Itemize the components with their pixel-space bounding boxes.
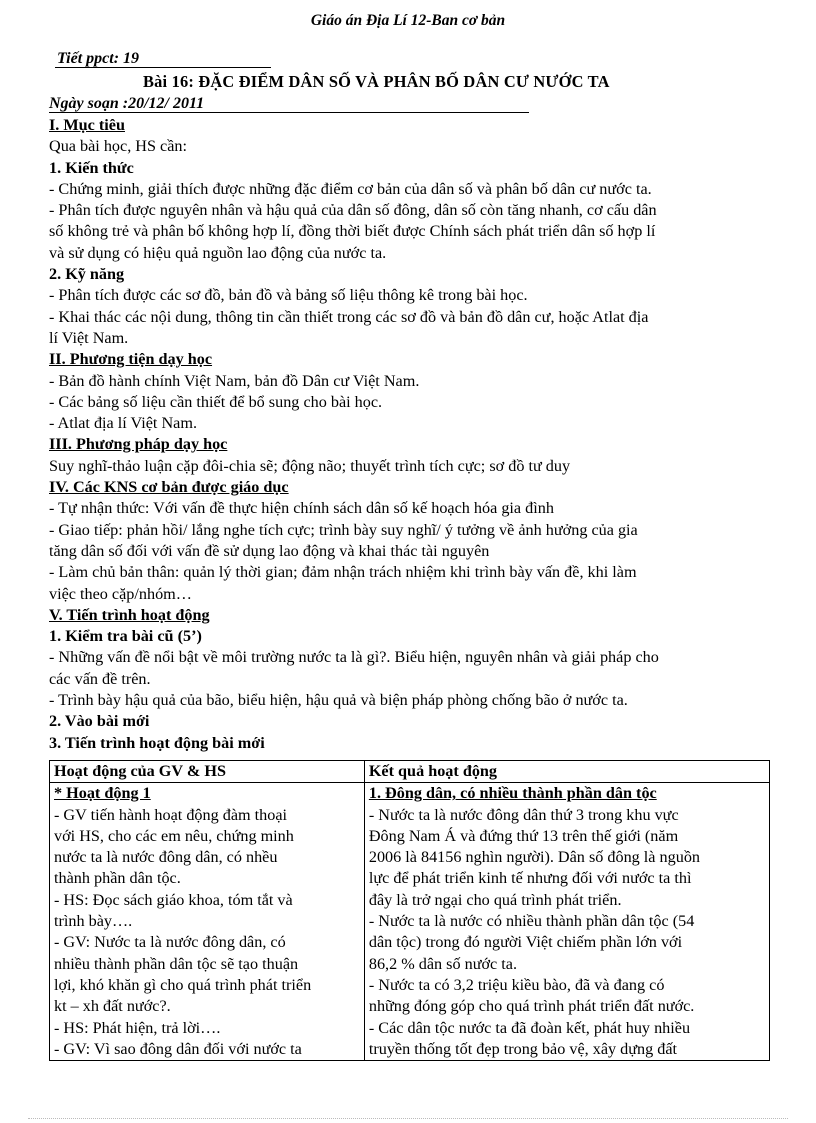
new-lesson-heading: 2. Vào bài mới [49,712,150,731]
review-line: - Trình bày hậu quả của bão, biểu hiện, hậu quả và biện pháp phòng chống bão ở nước ta. [49,691,628,710]
activity-line: - GV tiến hành hoạt động đàm thoại [54,805,288,824]
life-skills-line: - Giao tiếp: phản hồi/ lắng nghe tích cực; trình bày suy nghĩ/ ý tưởng về ảnh hưởng của gia [49,520,638,539]
activity-line: nước ta là nước đông dân, có nhều [54,848,278,867]
section-materials-heading: II. Phương tiện dạy học [49,350,213,369]
prep-date-underline [49,112,529,113]
result-line: - Nước ta có 3,2 triệu kiều bào, đã và đang có [368,975,665,994]
result-line: truyền thống tốt đẹp trong bảo vệ, xây dựng đất [368,1039,678,1058]
skills-line: - Phân tích được các sơ đồ, bản đồ và bảng số liệu thông kê trong bài học. [49,286,528,305]
activity-line: lợi, khó khăn gì cho quá trình phát triển [54,975,312,994]
result-line: những đóng góp cho quá trình phát triển đất nước. [368,997,695,1016]
result-line: đây là trở ngại cho quá trình phát triển. [368,890,622,909]
life-skills-line: việc theo cặp/nhóm… [49,584,192,603]
result-line: dân tộc) trong đó người Việt chiếm phần lớn với [368,933,683,952]
table-header-cell: Kết quả hoạt động [364,761,769,783]
section-objectives-heading: I. Mục tiêu [49,116,125,134]
review-heading: 1. Kiểm tra bài cũ (5’) [49,627,202,646]
activity-line: kt – xh đất nước?. [54,997,171,1016]
section-process-heading: V. Tiến trình hoạt động [49,605,210,624]
life-skills-line: tăng dân số đối với vấn đề sử dụng lao động và khai thác tài nguyên [49,541,490,560]
methods-line: Suy nghĩ-thảo luận cặp đôi-chia sẽ; động não; thuyết trình tích cực; sơ đồ tư duy [49,456,571,475]
result-line: - Nước ta là nước đông dân thứ 3 trong khu vực [368,805,679,824]
page-bottom-rule [28,1118,788,1119]
result-line: lực để phát triển kinh tế nhưng đối với nước ta thì [368,869,692,888]
activity-line: - HS: Phát hiện, trả lời…. [54,1018,221,1037]
knowledge-line: số không trẻ và phân bố không hợp lí, đồng thời biết được Chính sách phát triển dân số hợp lí [49,222,656,241]
knowledge-line: và sử dụng có hiệu quả nguồn lao động của nước ta. [49,243,387,262]
result-title: 1. Đông dân, có nhiều thành phần dân tộc [368,784,657,803]
document-body [49,115,773,754]
materials-line: - Atlat địa lí Việt Nam. [49,414,197,433]
activity-title: * Hoạt động 1 [54,784,151,803]
knowledge-heading: 1. Kiến thức [49,158,134,177]
teacher-student-cell [50,783,365,1061]
prep-date: Ngày soạn :20/12/ 2011 [49,95,205,112]
life-skills-line: - Làm chủ bản thân: quản lý thời gian; đảm nhận trách nhiệm khi trình bày vấn đề, khi làm [49,563,637,582]
activity-process-heading: 3. Tiến trình hoạt động bài mới [49,733,265,752]
page-header: Giáo án Địa Lí 12-Ban cơ bản [310,12,506,29]
knowledge-line: - Chứng minh, giải thích được những đặc điểm cơ bản của dân số và phân bố dân cư nước ta. [49,179,652,198]
life-skills-line: - Tự nhận thức: Với vấn đề thực hiện chính sách dân số kế hoạch hóa gia đình [49,499,554,518]
activity-line: - GV: Vì sao đông dân đối với nước ta [54,1039,302,1058]
result-line: 86,2 % dân số nước ta. [368,954,517,973]
skills-line: - Khai thác các nội dung, thông tin cần thiết trong các sơ đồ và bản đồ dân cư, hoặc Atlat địa [49,307,649,326]
table-header-cell: Hoạt động của GV & HS [50,761,365,783]
activity-line: nhiều thành phần dân tộc sẽ tạo thuận [54,954,299,973]
activity-line: trình bày…. [54,912,133,931]
activity-table [49,760,770,1061]
result-cell [364,783,769,1061]
activity-line: thành phần dân tộc. [54,869,181,888]
lesson-title: Bài 16: ĐẶC ĐIỂM DÂN SỐ VÀ PHÂN BỐ DÂN CƯ NƯỚC TA [143,72,610,91]
section-skills-heading: IV. Các KNS cơ bản được giáo dục [49,478,289,497]
result-line: 2006 là 84156 nghìn người). Dân số đông là nguồn [368,848,701,867]
result-line: - Các dân tộc nước ta đã đoàn kết, phát huy nhiều [368,1018,691,1037]
skills-line: lí Việt Nam. [49,328,129,347]
result-line: Đông Nam Á và đứng thứ 13 trên thế giới (năm [368,826,679,845]
section-methods-heading: III. Phương pháp dạy học [49,435,228,454]
table-header-row [50,761,770,783]
knowledge-line: - Phân tích được nguyên nhân và hậu quả của dân số đông, dân số còn tăng nhanh, cơ cấu dân [49,201,657,220]
skills-heading: 2. Kỹ năng [49,265,125,284]
result-line: - Nước ta là nước có nhiều thành phần dân tộc (54 [368,912,695,931]
objectives-intro: Qua bài học, HS cần: [49,137,188,156]
activity-line: - HS: Đọc sách giáo khoa, tóm tắt và [54,890,293,909]
period-label: Tiết ppct: 19 [57,50,140,67]
materials-line: - Bản đồ hành chính Việt Nam, bản đồ Dân cư Việt Nam. [49,371,420,390]
materials-line: - Các bảng số liệu cần thiết để bổ sung cho bài học. [49,392,383,411]
review-line: các vấn đề trên. [49,669,151,688]
table-row [50,783,770,1061]
period-underline [55,67,271,68]
activity-line: - GV: Nước ta là nước đông dân, có [54,933,286,952]
activity-line: với HS, cho các em nêu, chứng minh [54,826,294,845]
review-line: - Những vấn đề nổi bật về môi trường nước ta là gì?. Biểu hiện, nguyên nhân và giải pháp cho [49,648,659,667]
